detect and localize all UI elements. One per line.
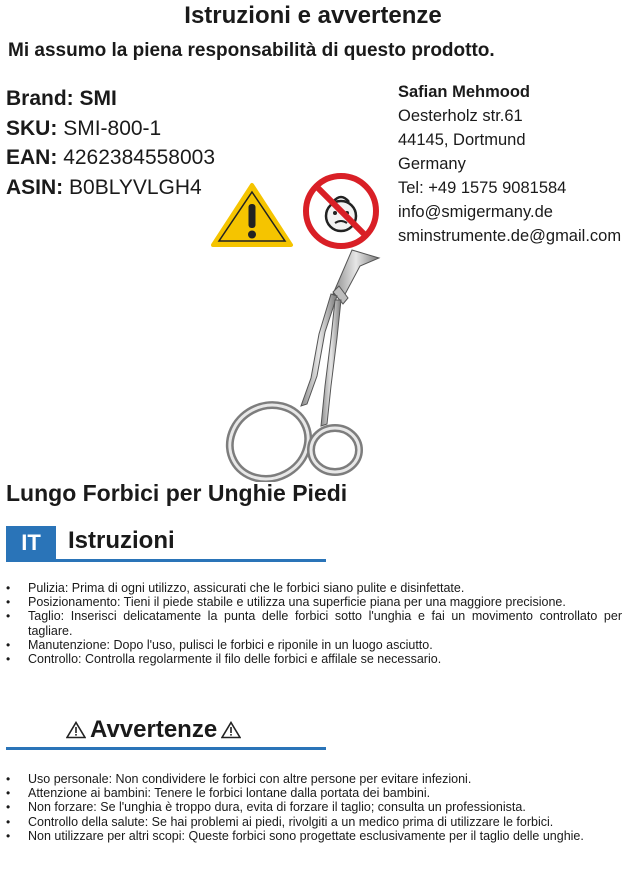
contact-name: Safian Mehmood: [398, 83, 531, 101]
contact-block: [398, 80, 621, 248]
page-title: Istruzioni e avvertenze: [184, 2, 442, 29]
warning-item: • Attenzione ai bambini: Tenere le forbici lontane dalla portata dei bambini.: [6, 786, 622, 800]
sku-value: SMI-800-1: [63, 116, 162, 140]
product-title: Lungo Forbici per Unghie Piedi: [6, 480, 348, 506]
warning-item: • Non forzare: Se l'unghia è troppo dura, evita di forzare il taglio; consulta un professionista.: [6, 800, 622, 814]
instruction-item: • Posizionamento: Tieni il piede stabile e utilizza una superficie piana per una maggiore precisione.: [6, 595, 622, 609]
instructions-list: [6, 581, 622, 666]
contact-street: Oesterholz str.61: [398, 107, 523, 125]
brand-label: Brand:: [6, 87, 74, 110]
instruction-item: • Taglio: Inserisci delicatamente la punta delle forbici sotto l'unghia e fai un movimento controllato per tagliare.: [6, 609, 622, 637]
warnings-list: [6, 772, 622, 843]
warnings-heading: Avvertenze: [90, 716, 218, 743]
warning-outline-icon: [221, 721, 241, 739]
warning-item: • Controllo della salute: Se hai problemi ai piedi, rivolgiti a un medico prima di utilizzare le forbici.: [6, 815, 622, 829]
warning-item: • Non utilizzare per altri scopi: Queste forbici sono progettate esclusivamente per il taglio delle unghie.: [6, 829, 622, 843]
responsibility-statement: Mi assumo la piena responsabilità di questo prodotto.: [8, 40, 495, 61]
ean-value: 4262384558003: [63, 146, 216, 169]
warning-outline-icon: [66, 721, 86, 739]
instruction-item: • Manutenzione: Dopo l'uso, pulisci le forbici e riponile in un luogo asciutto.: [6, 638, 622, 652]
asin-label: ASIN:: [6, 175, 64, 199]
language-badge: IT: [6, 526, 56, 560]
ean-label: EAN:: [6, 146, 58, 169]
contact-country: Germany: [398, 155, 466, 173]
warnings-header: [6, 714, 326, 750]
instruction-item: • Controllo: Controlla regolarmente il filo delle forbici e affilale se necessario.: [6, 652, 622, 666]
instruction-item: • Pulizia: Prima di ogni utilizzo, assicurati che le forbici siano pulite e disinfettate.: [6, 581, 622, 595]
contact-email-secondary[interactable]: sminstrumente.de@gmail.com: [398, 227, 622, 245]
asin-value: B0BLYVLGH4: [69, 175, 202, 199]
no-children-icon: [302, 172, 380, 250]
toenail-scissors-image: [215, 246, 385, 482]
sku-row: [6, 114, 215, 144]
instructions-header: [6, 526, 326, 562]
asin-row: [6, 173, 215, 203]
product-info: [6, 84, 215, 202]
warnings-title: [66, 716, 241, 744]
contact-city: 44145, Dortmund: [398, 131, 526, 149]
brand-value: SMI: [79, 87, 117, 110]
ean-row: [6, 143, 215, 173]
warning-item: • Uso personale: Non condividere le forbici con altre persone per evitare infezioni.: [6, 772, 622, 786]
instructions-heading: Istruzioni: [68, 527, 175, 554]
brand-row: [6, 84, 215, 114]
contact-phone: Tel: +49 1575 9081584: [398, 179, 567, 197]
contact-email[interactable]: info@smigermany.de: [398, 203, 553, 221]
warning-triangle-icon: [210, 182, 294, 248]
sku-label: SKU:: [6, 116, 58, 140]
